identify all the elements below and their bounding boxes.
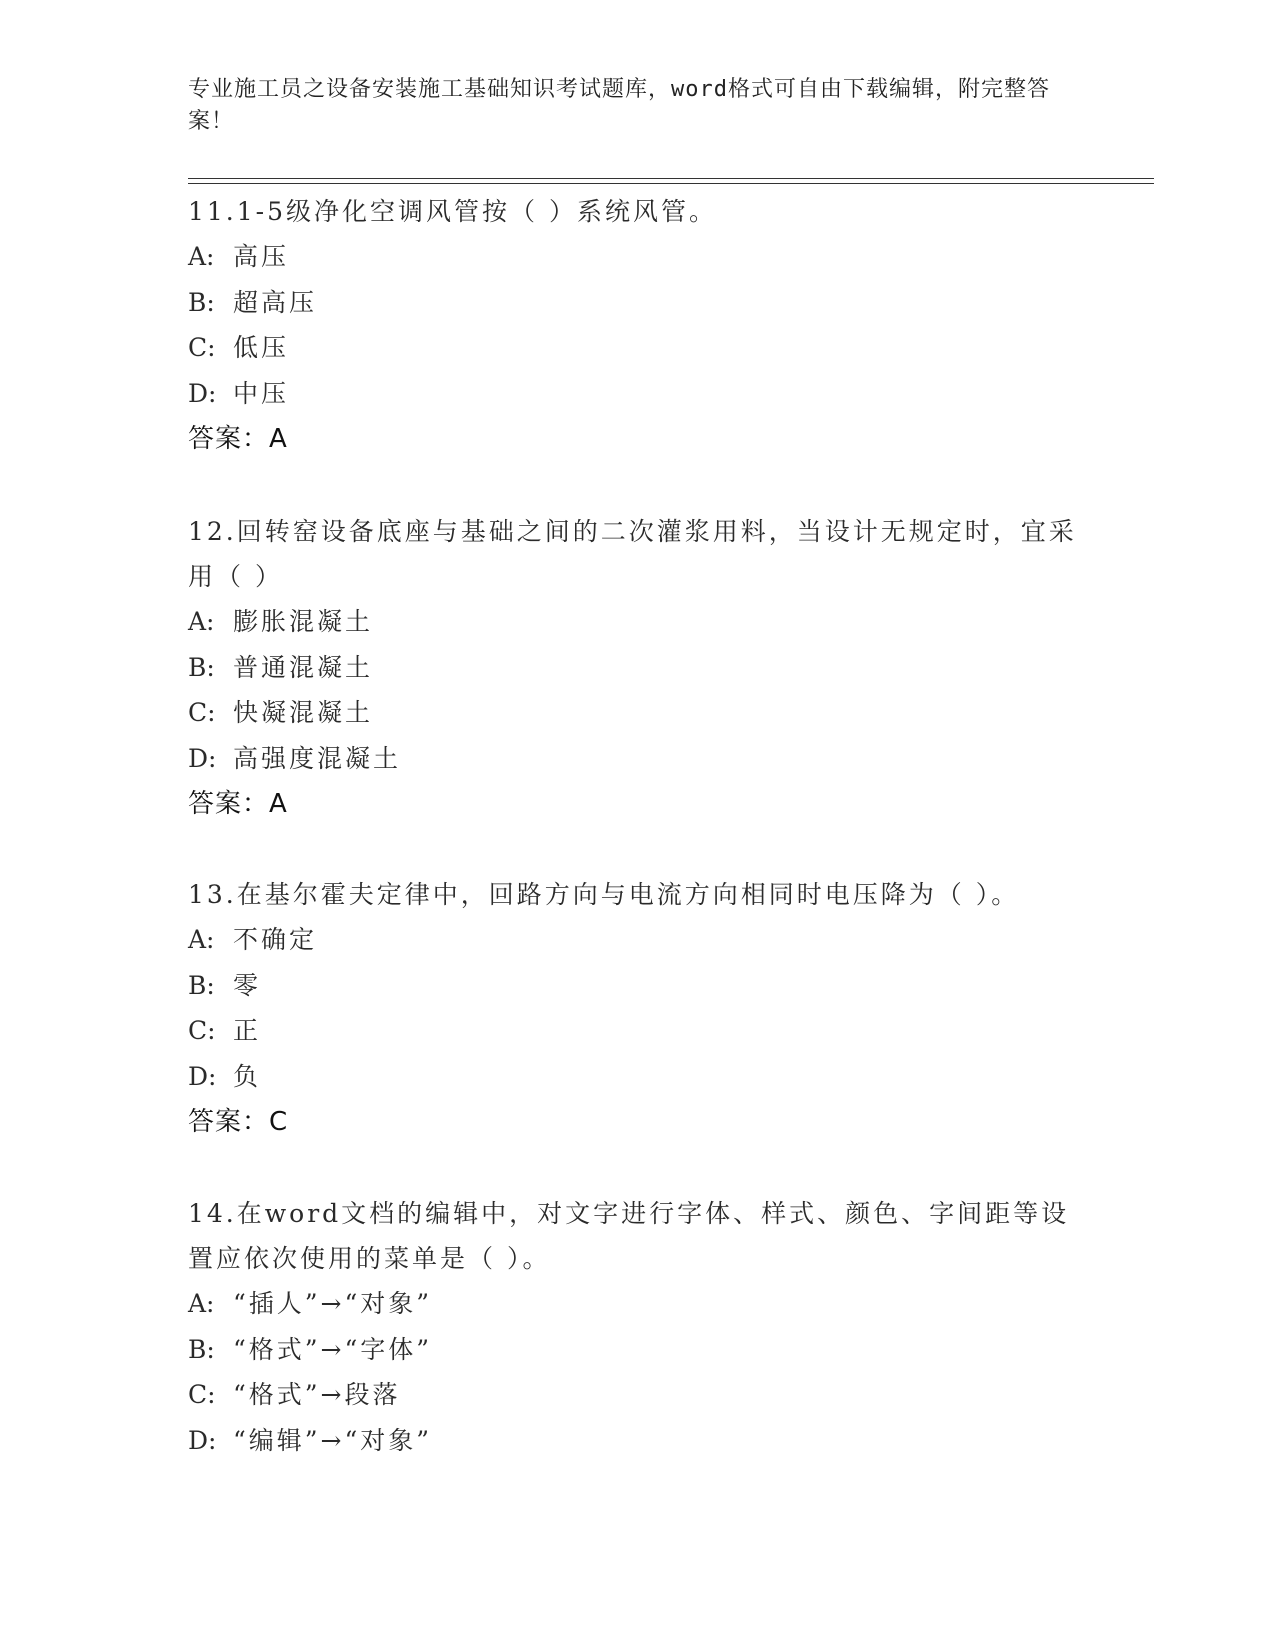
option-a <box>188 599 1088 645</box>
answer-label: 答案：C <box>188 1107 289 1137</box>
option-key: D: <box>188 1425 217 1455</box>
option-key: A: <box>188 242 215 271</box>
option-b <box>188 1327 1088 1373</box>
header-divider-bottom <box>188 183 1154 184</box>
option-key: B: <box>188 652 215 682</box>
question-stem: 12.回转窑设备底座与基础之间的二次灌浆用料，当设计无规定时，宜采用（ ） <box>188 517 1077 591</box>
option-d <box>188 736 1088 782</box>
option-text: 中压 <box>233 378 290 408</box>
option-d <box>188 1418 1088 1464</box>
option-text: “格式”→“字体” <box>233 1334 433 1364</box>
option-key: B: <box>188 287 215 317</box>
option-text: 正 <box>233 1016 262 1045</box>
option-c <box>188 1008 1088 1054</box>
question-12 <box>188 509 1088 827</box>
answer-label: 答案：A <box>188 424 288 454</box>
question-stem: 13.在基尔霍夫定律中，回路方向与电流方向相同时电压降为（ ）。 <box>188 880 1020 909</box>
option-text: “格式”→段落 <box>233 1380 401 1409</box>
option-key: C: <box>188 333 216 362</box>
header-divider-top <box>188 178 1154 179</box>
option-text: 高压 <box>233 242 290 271</box>
option-b <box>188 645 1088 691</box>
option-a <box>188 917 1088 963</box>
option-key: D: <box>188 743 217 773</box>
option-key: B: <box>188 1334 215 1364</box>
option-text: 零 <box>233 970 262 1000</box>
option-key: B: <box>188 970 215 1000</box>
option-key: C: <box>188 1016 216 1045</box>
option-b <box>188 280 1088 326</box>
option-text: 低压 <box>233 333 290 362</box>
option-text: 超高压 <box>233 287 318 317</box>
option-text: “插人”→“对象” <box>233 1289 433 1318</box>
option-text: 快凝混凝土 <box>233 698 374 727</box>
question-14 <box>188 1191 1088 1463</box>
question-11 <box>188 189 1088 462</box>
option-d <box>188 1054 1088 1100</box>
option-c <box>188 690 1088 736</box>
option-text: 负 <box>233 1061 262 1091</box>
option-text: “编辑”→“对象” <box>233 1425 433 1455</box>
option-d <box>188 371 1088 417</box>
option-a <box>188 1281 1088 1327</box>
option-text: 膨胀混凝土 <box>233 607 374 636</box>
option-b <box>188 963 1088 1009</box>
question-13 <box>188 872 1088 1145</box>
question-stem: 14.在word文档的编辑中，对文字进行字体、样式、颜色、字间距等设置应依次使用的菜单是（ ）。 <box>188 1199 1070 1273</box>
option-c <box>188 325 1088 371</box>
option-text: 高强度混凝土 <box>233 743 402 773</box>
option-a <box>188 234 1088 280</box>
answer-label: 答案：A <box>188 789 288 819</box>
option-text: 不确定 <box>233 925 318 954</box>
option-key: D: <box>188 378 217 408</box>
question-stem: 11.1-5级净化空调风管按（ ）系统风管。 <box>188 197 717 226</box>
option-key: C: <box>188 698 216 727</box>
option-text: 普通混凝土 <box>233 652 374 682</box>
option-key: A: <box>188 1289 215 1318</box>
document-header: 专业施工员之设备安装施工基础知识考试题库，word格式可自由下载编辑，附完整答案！ <box>188 77 1050 134</box>
option-key: C: <box>188 1380 216 1409</box>
option-key: D: <box>188 1061 217 1091</box>
option-key: A: <box>188 607 215 636</box>
option-key: A: <box>188 925 215 954</box>
option-c <box>188 1372 1088 1418</box>
